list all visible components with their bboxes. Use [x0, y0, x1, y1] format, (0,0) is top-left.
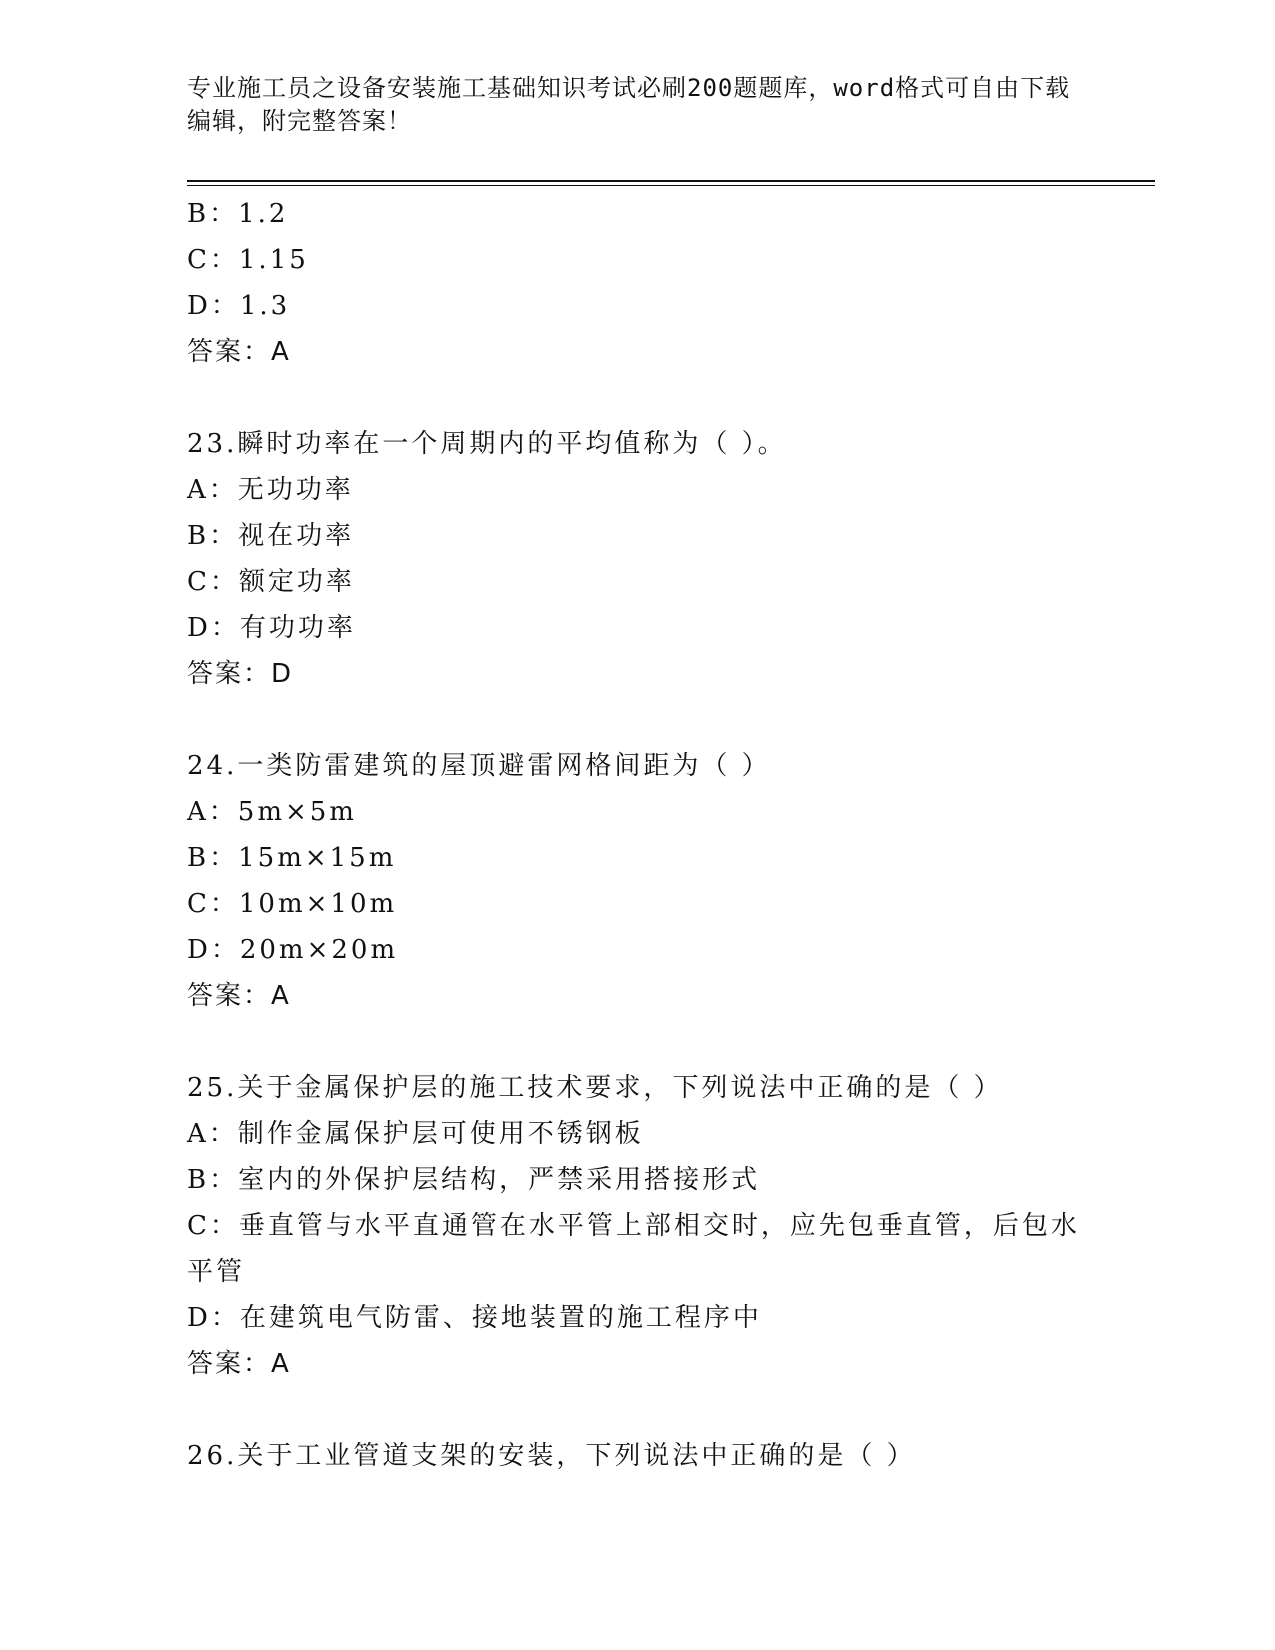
option-d: D：20m×20m: [187, 935, 399, 965]
question-text: 23.瞬时功率在一个周期内的平均值称为（ ）。: [187, 429, 787, 459]
question-26: [187, 1433, 1087, 1479]
option-c: C：1.15: [187, 245, 309, 275]
option-b: B：15m×15m: [187, 843, 397, 873]
spacer: [187, 1019, 1087, 1065]
question-23: [187, 421, 1087, 697]
option-c: C：垂直管与水平直通管在水平管上部相交时，应先包垂直管，后包水平管: [187, 1211, 1080, 1287]
header-rule-thin: [187, 185, 1155, 186]
question-25: [187, 1065, 1087, 1387]
option-d: D：有功功率: [187, 613, 356, 643]
document-title: 专业施工员之设备安装施工基础知识考试必刷200题题库，word格式可自由下载编辑，附完整答案！: [187, 74, 1071, 135]
answer: 答案：A: [187, 1349, 291, 1379]
question-22-tail: [187, 191, 1087, 375]
option-b: B：视在功率: [187, 521, 355, 551]
answer: 答案：D: [187, 659, 294, 689]
option-c: C：额定功率: [187, 567, 355, 597]
answer: 答案：A: [187, 337, 291, 367]
header-rule-thick: [187, 180, 1155, 182]
option-d: D：1.3: [187, 291, 291, 321]
question-text: 25.关于金属保护层的施工技术要求，下列说法中正确的是（ ）: [187, 1073, 1003, 1103]
option-b: B：室内的外保护层结构，严禁采用搭接形式: [187, 1165, 761, 1195]
document-header: [187, 72, 1087, 138]
spacer: [187, 697, 1087, 743]
option-a: A：无功功率: [187, 475, 354, 505]
option-a: A：5m×5m: [187, 797, 357, 827]
option-d: D：在建筑电气防雷、接地装置的施工程序中: [187, 1303, 762, 1333]
question-text: 24.一类防雷建筑的屋顶避雷网格间距为（ ）: [187, 751, 771, 781]
option-a: A：制作金属保护层可使用不锈钢板: [187, 1119, 644, 1149]
option-c: C：10m×10m: [187, 889, 398, 919]
document-body: [187, 191, 1087, 1479]
spacer: [187, 1387, 1087, 1433]
question-text: 26.关于工业管道支架的安装，下列说法中正确的是（ ）: [187, 1441, 916, 1471]
spacer: [187, 375, 1087, 421]
question-24: [187, 743, 1087, 1019]
answer: 答案：A: [187, 981, 291, 1011]
option-b: B：1.2: [187, 199, 289, 229]
